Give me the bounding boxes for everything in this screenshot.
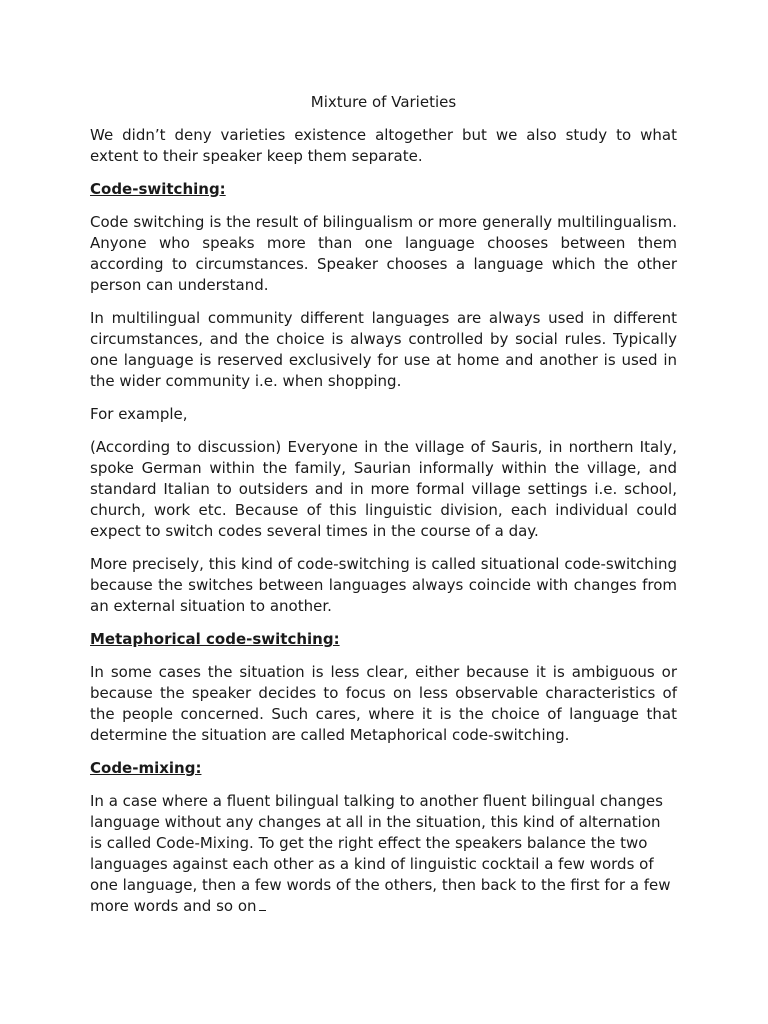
paragraph-code-mixing-text: In a case where a fluent bilingual talking to another fluent bilingual changes language without any changes at all in the situation, this kind of alternation is called Code-Mixing. To get the right effect the speakers balance the two languages against each other as a kind of linguistic cocktail a few words of one language, then a few words of the others, then back to the first for a few more words and so on	[90, 792, 671, 915]
heading-metaphorical-code-switching: Metaphorical code-switching:	[90, 630, 340, 648]
paragraph-situational-code-switching: More precisely, this kind of code-switching is called situational code-switching because the switches between languages always coincide with changes from an external situation to another.	[90, 555, 677, 615]
paragraph-code-switching-1: Code switching is the result of bilingualism or more generally multilingualism. Anyone who speaks more than one language chooses between them according to circumstances. Speaker chooses a language which the other person can understand.	[90, 213, 677, 294]
document-page	[90, 92, 677, 929]
paragraph-code-switching-example: (According to discussion) Everyone in the village of Sauris, in northern Italy, spoke German within the family, Saurian informally within the village, and standard Italian to outsiders and in more formal village settings i.e. school, church, work etc. Because of this linguistic division, each individual could expect to switch codes several times in the course of a day.	[90, 438, 677, 540]
paragraph-code-switching-2: In multilingual community different languages are always used in different circumstances, and the choice is always controlled by social rules. Typically one language is reserved exclusively for use at home and another is used in the wider community i.e. when shopping.	[90, 309, 677, 390]
heading-code-mixing: Code-mixing:	[90, 759, 202, 777]
heading-code-switching: Code-switching:	[90, 180, 226, 198]
paragraph-for-example: For example,	[90, 405, 188, 423]
paragraph-metaphorical: In some cases the situation is less clear, either because it is ambiguous or because the speaker decides to focus on less observable characteristics of the people concerned. Such cares, where it is the choice of language that determine the situation are called Metaphorical code-switching.	[90, 663, 677, 744]
paragraph-code-mixing	[90, 791, 677, 917]
text-cursor	[259, 896, 266, 911]
document-title: Mixture of Varieties	[310, 93, 457, 111]
intro-paragraph: We didn’t deny varieties existence altogether but we also study to what extent to their speaker keep them separate.	[90, 126, 677, 165]
